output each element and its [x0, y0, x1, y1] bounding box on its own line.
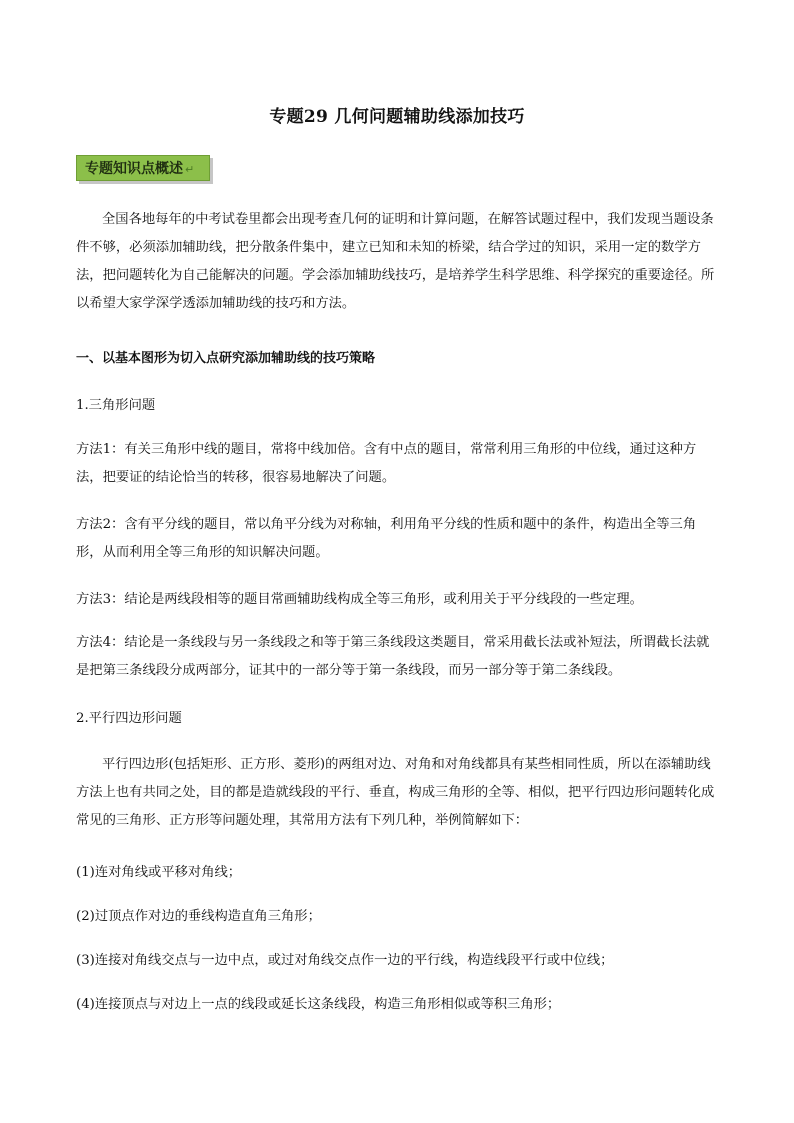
method-4-paragraph: 方法4：结论是一条线段与另一条线段之和等于第三条线段这类题目，常采用截长法或补短法，所谓截长法就是把第三条线段分成两部分，证其中的一部分等于第一条线段，而另一部分等于第二条线段。 [76, 635, 710, 678]
subsection-heading-triangle: 1.三角形问题 [76, 398, 156, 413]
section-badge [76, 155, 210, 181]
section-heading: 一、以基本图形为切入点研究添加辅助线的技巧策略 [76, 351, 376, 366]
list-item: (4)连接顶点与对边上一点的线段或延长这条线段，构造三角形相似或等积三角形； [76, 997, 561, 1012]
list-item: (3)连接对角线交点与一边中点，或过对角线交点作一边的平行线，构造线段平行或中位线； [76, 953, 614, 968]
page-title: 专题29 几何问题辅助线添加技巧 [269, 107, 525, 127]
badge-label: 专题知识点概述 [85, 161, 183, 177]
method-2-paragraph: 方法2：含有平分线的题目，常以角平分线为对称轴，利用角平分线的性质和题中的条件，构造出全等三角形，从而利用全等三角形的知识解决问题。 [76, 517, 697, 560]
intro-paragraph: 全国各地每年的中考试卷里都会出现考查几何的证明和计算问题，在解答试题过程中，我们发现当题设条件不够，必须添加辅助线，把分散条件集中，建立已知和未知的桥梁，结合学过的知识，采用一定的数学方法，把问题转化为自己能解决的问题。学会添加辅助线技巧，是培养学生科学思维、科学探究的重要途径。所以希望大家学深学透添加辅助线的技巧和方法。 [76, 212, 715, 311]
subsection-heading-parallelogram: 2.平行四边形问题 [76, 711, 182, 726]
parallelogram-intro-paragraph: 平行四边形(包括矩形、正方形、菱形)的两组对边、对角和对角线都具有某些相同性质，所以在添辅助线方法上也有共同之处，目的都是造就线段的平行、垂直，构成三角形的全等、相似，把平行四边形问题转化成常见的三角形、正方形等问题处理，其常用方法有下列几种，举例简解如下： [76, 757, 715, 828]
return-mark-icon: ↵ [185, 163, 195, 176]
method-1-paragraph: 方法1：有关三角形中线的题目，常将中线加倍。含有中点的题目，常常利用三角形的中位线，通过这种方法，把要证的结论恰当的转移，很容易地解决了问题。 [76, 442, 697, 485]
list-item: (1)连对角线或平移对角线； [76, 865, 242, 880]
method-3-paragraph: 方法3：结论是两线段相等的题目常画辅助线构成全等三角形，或利用关于平分线段的一些定理。 [76, 592, 643, 607]
list-item: (2)过顶点作对边的垂线构造直角三角形； [76, 909, 321, 924]
